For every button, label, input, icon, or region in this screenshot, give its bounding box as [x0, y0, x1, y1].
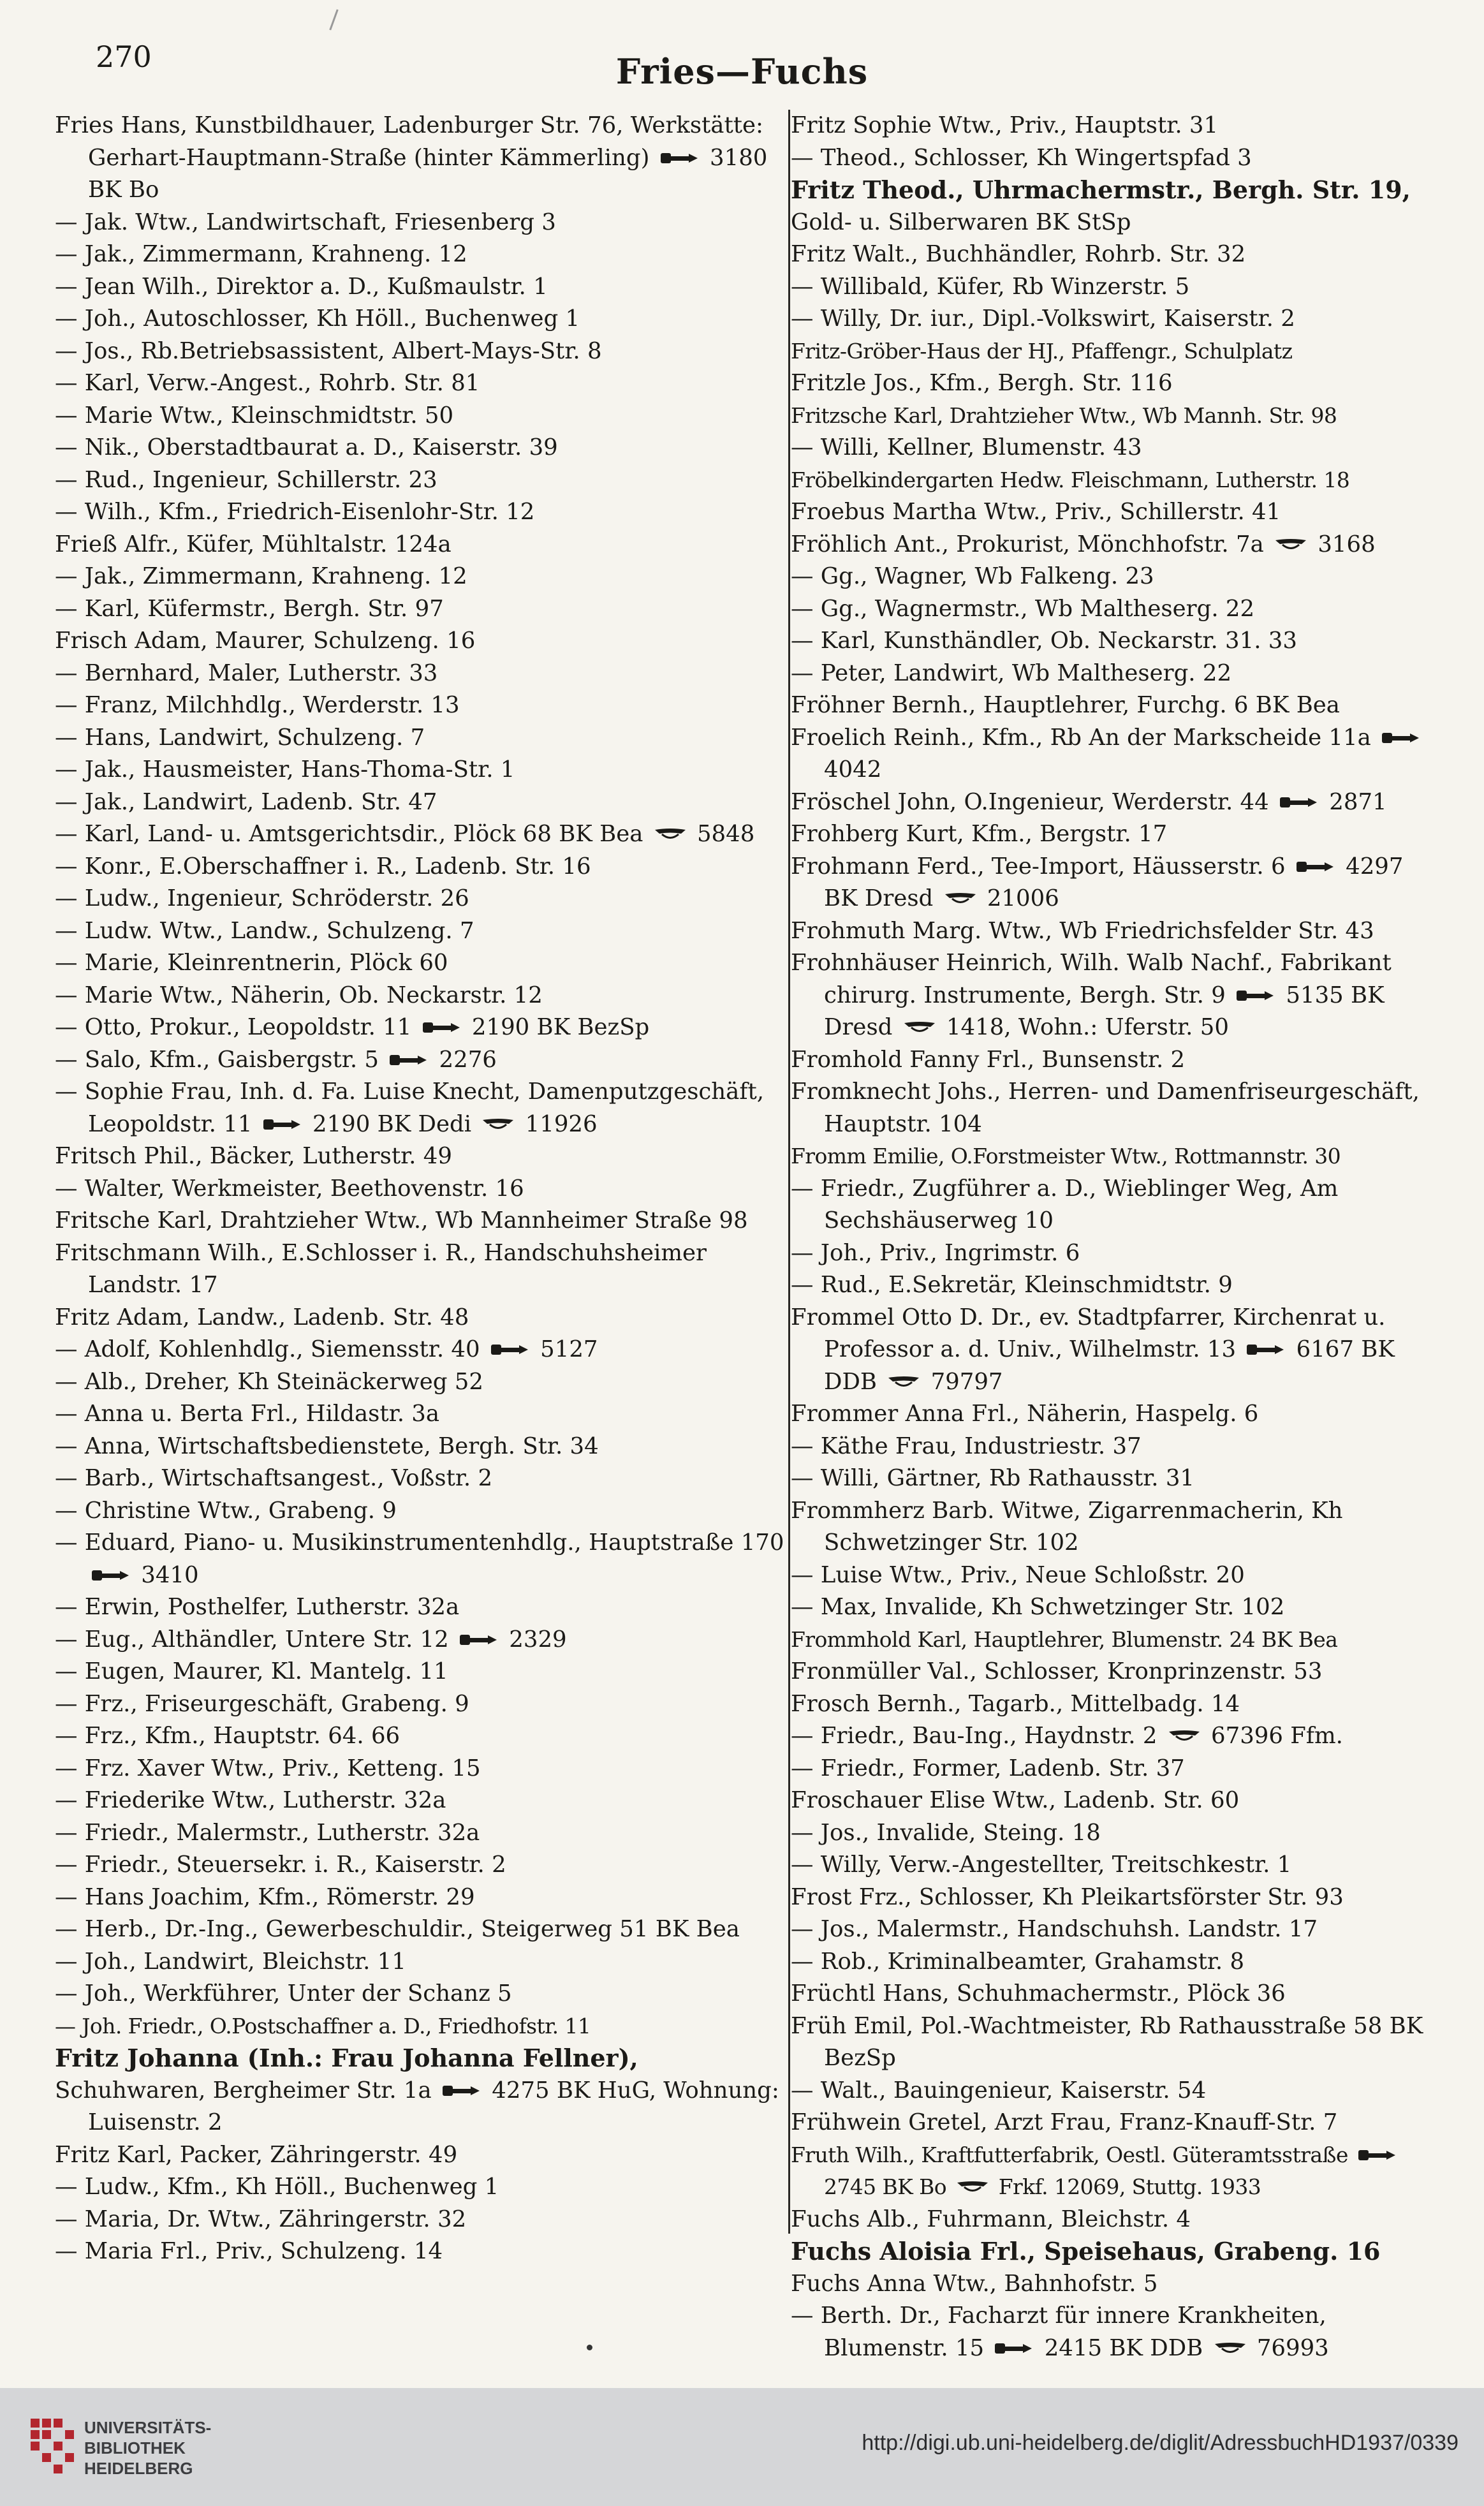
entry-text: — Joh., Autoschlosser, Kh Höll., Buchenweg 1	[55, 306, 580, 332]
entry-text: — Christine Wtw., Grabeng. 9	[55, 1497, 397, 1524]
directory-entry	[55, 303, 788, 335]
entry-text: 2276	[432, 1046, 497, 1073]
telegraph-horn-icon	[1167, 1728, 1201, 1744]
entry-text: — Rud., Ingenieur, Schillerstr. 23	[55, 466, 437, 493]
directory-entry	[791, 1173, 1435, 1237]
entry-text: 4042	[824, 756, 882, 783]
entry-text: — Joh., Landwirt, Bleichstr. 11	[55, 1948, 406, 1975]
telegraph-horn-icon	[943, 890, 978, 907]
directory-entry	[55, 1946, 788, 1979]
directory-entry	[55, 432, 788, 464]
entry-text: Schuhwaren, Bergheimer Str. 1a	[55, 2077, 439, 2104]
directory-entry	[55, 1913, 788, 1946]
directory-entry	[55, 1012, 788, 1044]
directory-entry	[55, 2010, 788, 2043]
directory-entry	[55, 1205, 788, 1237]
directory-entry	[55, 1044, 788, 1077]
entry-text: Frommhold Karl, Hauptlehrer, Blumenstr. 24 BK Bea	[791, 1626, 1338, 1652]
directory-entry	[791, 142, 1435, 175]
directory-entry	[55, 1688, 788, 1721]
directory-entry	[55, 1849, 788, 1882]
entry-text: — Friedr., Zugführer a. D., Wieblinger Weg, Am Sechshäuserweg 10	[791, 1175, 1339, 1234]
directory-entry	[791, 1753, 1435, 1785]
entry-text: — Hans, Landwirt, Schulzeng. 7	[55, 724, 425, 751]
telephone-handset-icon	[388, 1052, 429, 1068]
telephone-handset-icon	[91, 1567, 131, 1584]
directory-entry	[55, 2236, 788, 2268]
directory-entry	[55, 110, 788, 207]
entry-text: Fritzle Jos., Kfm., Bergh. Str. 116	[791, 370, 1173, 396]
entry-text: — Karl, Kunsthändler, Ob. Neckarstr. 31. 33	[791, 628, 1297, 654]
entry-text: — Friedr., Steuersekr. i. R., Kaiserstr. 2	[55, 1852, 506, 1878]
entry-text: Fries Hans, Kunstbildhauer, Ladenburger Str. 76, Werkstätte: Gerhart-Hauptmann-Straße (hinter Kämmerling)	[55, 112, 763, 171]
entry-text: Fromm Emilie, O.Forstmeister Wtw., Rottmannstr. 30	[791, 1144, 1341, 1168]
entry-text: — Jos., Malermstr., Handschuhsh. Landstr. 17	[791, 1916, 1318, 1942]
directory-entry	[791, 1140, 1435, 1173]
telephone-handset-icon	[1245, 1341, 1286, 1358]
entry-text: Fröbelkindergarten Hedw. Fleischmann, Lutherstr. 18	[791, 467, 1350, 492]
directory-entry	[791, 303, 1435, 335]
entry-text: 2415 BK DDB	[1037, 2334, 1210, 2361]
directory-entry	[55, 1591, 788, 1624]
entry-text: Frühwein Gretel, Arzt Frau, Franz-Knauff-Str. 7	[791, 2109, 1338, 2135]
entry-text: — Friedr., Malermstr., Lutherstr. 32a	[55, 1819, 480, 1846]
directory-entry	[55, 1753, 788, 1785]
directory-entry	[791, 2139, 1435, 2204]
entry-text: Froschauer Elise Wtw., Ladenb. Str. 60	[791, 1787, 1240, 1813]
directory-entry	[55, 2075, 788, 2139]
telephone-handset-icon	[441, 2082, 482, 2099]
entry-text: Fröhlich Ant., Prokurist, Mönchhofstr. 7a	[791, 531, 1272, 557]
entry-text: — Willi, Kellner, Blumenstr. 43	[791, 434, 1142, 461]
entry-text: 11926	[518, 1110, 598, 1137]
entry-text: — Eduard, Piano- u. Musikinstrumentenhdlg., Hauptstraße 170	[55, 1529, 784, 1556]
entry-text: — Eug., Althändler, Untere Str. 12	[55, 1626, 457, 1653]
entry-text: — Jean Wilh., Direktor a. D., Kußmaulstr. 1	[55, 273, 548, 300]
directory-entry	[791, 1269, 1435, 1302]
entry-text: Fritz Adam, Landw., Ladenb. Str. 48	[55, 1304, 469, 1330]
directory-entry	[791, 561, 1435, 593]
entry-text: — Gg., Wagner, Wb Falkeng. 23	[791, 563, 1154, 589]
entry-text: — Anna u. Berta Frl., Hildastr. 3a	[55, 1401, 440, 1427]
entry-text: Fromknecht Johs., Herren- und Damenfriseurgeschäft, Hauptstr. 104	[791, 1079, 1420, 1137]
directory-entry	[55, 496, 788, 529]
directory-entry	[55, 1173, 788, 1205]
directory-entry	[55, 1527, 788, 1591]
directory-entry	[791, 1785, 1435, 1817]
directory-entry	[791, 1720, 1435, 1753]
entry-text: 76993	[1249, 2334, 1329, 2361]
entry-text: 2745 BK Bo	[824, 2174, 953, 2199]
directory-entry	[791, 1431, 1435, 1463]
telephone-handset-icon	[1295, 859, 1336, 875]
entry-text: — Eugen, Maurer, Kl. Mantelg. 11	[55, 1658, 448, 1684]
entry-text: — Jak., Zimmermann, Krahneng. 12	[55, 563, 467, 589]
column-divider	[788, 110, 790, 2234]
entry-text: — Otto, Prokur., Leopoldstr. 11	[55, 1014, 419, 1040]
entry-text: — Jak., Hausmeister, Hans-Thoma-Str. 1	[55, 756, 515, 783]
entry-text: — Konr., E.Oberschaffner i. R., Ladenb. Str. 16	[55, 853, 591, 880]
entry-text: Fröhner Bernh., Hauptlehrer, Furchg. 6 BK Bea	[791, 692, 1340, 718]
directory-entry	[55, 593, 788, 626]
directory-entry	[791, 1302, 1435, 1399]
entry-text: — Willy, Verw.-Angestellter, Treitschkestr. 1	[791, 1852, 1292, 1878]
directory-entry	[55, 1495, 788, 1528]
entry-text: — Karl, Verw.-Angest., Rohrb. Str. 81	[55, 370, 480, 396]
directory-entry	[791, 722, 1435, 786]
entry-text: — Salo, Kfm., Gaisbergstr. 5	[55, 1046, 386, 1073]
entry-text: — Marie, Kleinrentnerin, Plöck 60	[55, 950, 448, 976]
entry-text: Fritz Johanna (Inh.: Frau Johanna Fellner),	[55, 2044, 638, 2072]
entry-text: — Jos., Rb.Betriebsassistent, Albert-Mays-Str. 8	[55, 337, 602, 364]
entry-text: Fronmüller Val., Schlosser, Kronprinzenstr. 53	[791, 1658, 1323, 1684]
directory-entry	[55, 1720, 788, 1753]
running-head: Fries—Fuchs	[615, 51, 869, 92]
entry-text: 3410	[134, 1561, 199, 1588]
directory-entry	[55, 786, 788, 819]
entry-text: 6167 BK DDB	[824, 1336, 1395, 1395]
entry-text: — Erwin, Posthelfer, Lutherstr. 32a	[55, 1594, 460, 1620]
directory-entry	[791, 625, 1435, 658]
directory-entry	[791, 496, 1435, 529]
entry-text: — Theod., Schlosser, Kh Wingertspfad 3	[791, 144, 1252, 171]
entry-text: — Joh. Friedr., O.Postschaffner a. D., Friedhofstr. 11	[55, 2013, 591, 2038]
directory-entry	[791, 2075, 1435, 2107]
entry-text: — Jak. Wtw., Landwirtschaft, Friesenberg 3	[55, 209, 556, 235]
directory-entry	[791, 1044, 1435, 1077]
directory-entry	[55, 1302, 788, 1334]
entry-text: Fritz Karl, Packer, Zähringerstr. 49	[55, 2141, 458, 2168]
directory-entry	[55, 947, 788, 980]
directory-entry	[55, 271, 788, 304]
entry-text: Fromhold Fanny Frl., Bunsenstr. 2	[791, 1046, 1186, 1073]
directory-entry	[791, 335, 1435, 368]
directory-entry	[55, 883, 788, 915]
entry-text: — Luise Wtw., Priv., Neue Schloßstr. 20	[791, 1561, 1245, 1588]
entry-text: — Ludw., Ingenieur, Schröderstr. 26	[55, 885, 469, 911]
entry-text: Fuchs Anna Wtw., Bahnhofstr. 5	[791, 2270, 1158, 2297]
entry-text: Frohmuth Marg. Wtw., Wb Friedrichsfelder Str. 43	[791, 917, 1374, 944]
directory-entry	[791, 947, 1435, 1044]
directory-entry	[55, 239, 788, 271]
directory-entry	[791, 2010, 1435, 2075]
entry-text: — Ludw. Wtw., Landw., Schulzeng. 7	[55, 917, 474, 944]
directory-entry	[55, 818, 788, 851]
telegraph-horn-icon	[886, 1374, 921, 1390]
directory-entry	[791, 271, 1435, 304]
directory-entry	[791, 689, 1435, 722]
directory-entry	[791, 1076, 1435, 1140]
entry-text: — Joh., Priv., Ingrimstr. 6	[791, 1239, 1080, 1266]
entry-text: — Max, Invalide, Kh Schwetzinger Str. 102	[791, 1594, 1285, 1620]
entry-text: 21006	[980, 885, 1059, 911]
entry-text: 1418, Wohn.: Uferstr. 50	[939, 1014, 1229, 1040]
entry-text: — Nik., Oberstadtbaurat a. D., Kaiserstr. 39	[55, 434, 558, 461]
scan-dot	[587, 2345, 592, 2350]
entry-text: Froebus Martha Wtw., Priv., Schillerstr. 41	[791, 499, 1281, 525]
entry-text: Früchtl Hans, Schuhmachermstr., Plöck 36	[791, 1980, 1286, 2007]
entry-text: 4297 BK Dresd	[824, 853, 1404, 911]
telegraph-horn-icon	[481, 1116, 515, 1133]
entry-text: Frommel Otto D. Dr., ev. Stadtpfarrer, Kirchenrat u. Professor a. d. Univ., Wilhelmstr. 13	[791, 1304, 1386, 1362]
directory-entry	[55, 754, 788, 786]
directory-entry	[791, 2107, 1435, 2139]
entry-text: — Karl, Land- u. Amtsgerichtsdir., Plöck 68 BK Bea	[55, 821, 650, 847]
directory-entry	[55, 1463, 788, 1495]
entry-text: — Jak., Landwirt, Ladenb. Str. 47	[55, 788, 437, 815]
entry-text: Fuchs Aloisia Frl., Speisehaus, Grabeng. 16	[791, 2237, 1381, 2266]
directory-entry	[55, 851, 788, 883]
entry-text: Frkf. 12069, Stuttg. 1933	[992, 2174, 1261, 2199]
entry-text: — Marie Wtw., Kleinschmidtstr. 50	[55, 402, 454, 429]
entry-text: — Herb., Dr.-Ing., Gewerbeschuldir., Steigerweg 51 BK Bea	[55, 1916, 740, 1942]
entry-text: 5135 BK Dresd	[824, 982, 1385, 1040]
entry-text: — Friedr., Bau-Ing., Haydnstr. 2	[791, 1723, 1164, 1749]
directory-entry	[55, 2204, 788, 2236]
directory-entry	[791, 1559, 1435, 1592]
telephone-handset-icon	[1235, 987, 1276, 1004]
directory-entry	[791, 1591, 1435, 1624]
entry-text: Fritschmann Wilh., E.Schlosser i. R., Handschuhsheimer Landstr. 17	[55, 1239, 707, 1298]
entry-text: — Berth. Dr., Facharzt für innere Krankheiten, Blumenstr. 15	[791, 2303, 1326, 2361]
entry-text: — Willy, Dr. iur., Dipl.-Volkswirt, Kaiserstr. 2	[791, 306, 1295, 332]
entry-text: 2871	[1322, 788, 1387, 815]
entry-text: — Hans Joachim, Kfm., Römerstr. 29	[55, 1883, 475, 1910]
telephone-handset-icon	[1381, 730, 1422, 746]
directory-entry	[55, 1076, 788, 1140]
entry-text: — Friedr., Former, Ladenb. Str. 37	[791, 1755, 1185, 1781]
entry-text: 2329	[502, 1626, 567, 1653]
directory-entry	[791, 110, 1435, 142]
entry-text: — Adolf, Kohlenhdlg., Siemensstr. 40	[55, 1336, 487, 1362]
entry-text: Fritz Walt., Buchhändler, Rohrb. Str. 32	[791, 241, 1246, 267]
directory-entry	[55, 1882, 788, 1914]
directory-entry	[55, 367, 788, 400]
directory-entry	[55, 658, 788, 690]
entry-text: 5127	[533, 1336, 598, 1362]
entry-text: — Anna, Wirtschaftsbedienstete, Bergh. Str. 34	[55, 1433, 599, 1459]
entry-text: — Jak., Zimmermann, Krahneng. 12	[55, 241, 467, 267]
directory-entry	[55, 464, 788, 497]
directory-entry	[791, 658, 1435, 690]
entry-text: — Bernhard, Maler, Lutherstr. 33	[55, 660, 438, 686]
telephone-handset-icon	[262, 1116, 303, 1133]
telephone-handset-icon	[459, 1632, 499, 1648]
telegraph-horn-icon	[902, 1019, 937, 1036]
directory-entry	[791, 818, 1435, 851]
entry-text: — Rob., Kriminalbeamter, Grahamstr. 8	[791, 1948, 1245, 1975]
directory-entry	[791, 400, 1435, 432]
telephone-handset-icon	[1279, 794, 1319, 811]
directory-entry	[55, 1398, 788, 1431]
directory-entry	[55, 1237, 788, 1302]
entry-text: 3168	[1311, 531, 1376, 557]
directory-entry	[791, 2268, 1435, 2301]
entry-text: Gold- u. Silberwaren BK StSp	[791, 209, 1131, 235]
entry-text: Fuchs Alb., Fuhrmann, Bleichstr. 4	[791, 2206, 1191, 2232]
scan-mark	[329, 10, 338, 31]
directory-entry	[55, 529, 788, 561]
entry-text: — Peter, Landwirt, Wb Maltheserg. 22	[791, 660, 1232, 686]
entry-text: — Barb., Wirtschaftsangest., Voßstr. 2	[55, 1465, 493, 1491]
entry-text: Froelich Reinh., Kfm., Rb An der Markscheide 11a	[791, 724, 1379, 751]
right-column	[791, 110, 1435, 2364]
library-logo-text	[84, 2417, 211, 2479]
directory-entry	[791, 1978, 1435, 2010]
directory-entry	[791, 786, 1435, 819]
entry-text: — Franz, Milchhdlg., Werderstr. 13	[55, 692, 460, 718]
entry-text: Fröschel John, O.Ingenieur, Werderstr. 44	[791, 788, 1276, 815]
logo-text-line: HEIDELBERG	[84, 2459, 193, 2478]
entry-text: — Wilh., Kfm., Friedrich-Eisenlohr-Str. 12	[55, 499, 535, 525]
directory-entry	[791, 1849, 1435, 1882]
directory-entry	[791, 915, 1435, 948]
directory-entry	[55, 207, 788, 239]
logo-text-line: UNIVERSITÄTS-	[84, 2418, 212, 2437]
telegraph-horn-icon	[1274, 536, 1308, 553]
directory-entry	[791, 464, 1435, 497]
directory-entry	[55, 915, 788, 948]
telephone-handset-icon	[490, 1341, 531, 1358]
entry-text: Frohnhäuser Heinrich, Wilh. Walb Nachf., Fabrikant chirurg. Instrumente, Bergh. Str. 9	[791, 950, 1392, 1008]
entry-text: — Joh., Werkführer, Unter der Schanz 5	[55, 1980, 512, 2007]
directory-entry	[791, 1495, 1435, 1559]
directory-entry	[791, 1463, 1435, 1495]
telephone-handset-icon	[994, 2340, 1034, 2357]
entry-text: — Frz., Friseurgeschäft, Grabeng. 9	[55, 1690, 469, 1717]
directory-entry	[791, 851, 1435, 915]
entry-text: — Käthe Frau, Industriestr. 37	[791, 1433, 1142, 1459]
entry-text: — Friederike Wtw., Lutherstr. 32a	[55, 1787, 446, 1813]
directory-entry	[55, 335, 788, 368]
entry-text: — Frz., Kfm., Hauptstr. 64. 66	[55, 1723, 400, 1749]
telephone-handset-icon	[1357, 2147, 1398, 2163]
entry-text: Frohberg Kurt, Kfm., Bergstr. 17	[791, 821, 1168, 847]
directory-entry	[55, 400, 788, 432]
entry-text: Frisch Adam, Maurer, Schulzeng. 16	[55, 628, 476, 654]
directory-entry	[55, 1656, 788, 1688]
entry-text: — Karl, Küfermstr., Bergh. Str. 97	[55, 595, 444, 622]
entry-text: — Walt., Bauingenieur, Kaiserstr. 54	[791, 2077, 1207, 2104]
entry-text: Frommer Anna Frl., Näherin, Haspelg. 6	[791, 1401, 1259, 1427]
directory-entry	[55, 1624, 788, 1656]
telegraph-horn-icon	[955, 2179, 990, 2195]
directory-entry	[791, 529, 1435, 561]
entry-text: Frieß Alfr., Küfer, Mühltalstr. 124a	[55, 531, 452, 557]
directory-entry	[791, 1688, 1435, 1721]
directory-entry	[55, 1817, 788, 1850]
entry-text: — Rud., E.Sekretär, Kleinschmidtstr. 9	[791, 1272, 1233, 1298]
directory-entry	[55, 722, 788, 755]
directory-entry	[55, 2139, 788, 2172]
directory-entry	[791, 2236, 1435, 2268]
telephone-handset-icon	[659, 150, 700, 166]
source-url-link[interactable]: http://digi.ub.uni-heidelberg.de/diglit/AdressbuchHD1937/0339	[862, 2431, 1458, 2455]
entry-text: Fritz Theod., Uhrmachermstr., Bergh. Str. 19,	[791, 175, 1411, 204]
entry-text: — Willibald, Küfer, Rb Winzerstr. 5	[791, 273, 1190, 300]
entry-text: 5848	[689, 821, 755, 847]
directory-entry	[791, 1398, 1435, 1431]
entry-text: — Gg., Wagnermstr., Wb Maltheserg. 22	[791, 595, 1255, 622]
entry-text: Fruth Wilh., Kraftfutterfabrik, Oestl. Güteramtsstraße	[791, 2142, 1355, 2167]
entry-text: — Maria Frl., Priv., Schulzeng. 14	[55, 2238, 443, 2264]
telegraph-horn-icon	[653, 826, 687, 843]
directory-entry	[55, 2171, 788, 2204]
entry-text: 67396 Ffm.	[1203, 1723, 1343, 1749]
entry-text: 3180 BK Bo	[88, 144, 768, 203]
entry-text: — Marie Wtw., Näherin, Ob. Neckarstr. 12	[55, 982, 543, 1008]
directory-entry	[791, 2300, 1435, 2364]
directory-entry	[791, 1817, 1435, 1850]
directory-entry	[791, 174, 1435, 207]
entry-text: — Willi, Gärtner, Rb Rathausstr. 31	[791, 1465, 1195, 1491]
entry-text: Frosch Bernh., Tagarb., Mittelbadg. 14	[791, 1690, 1240, 1717]
entry-text: — Maria, Dr. Wtw., Zähringerstr. 32	[55, 2206, 467, 2232]
telegraph-horn-icon	[1213, 2340, 1247, 2357]
entry-text: Fritz-Gröber-Haus der HJ., Pfaffengr., Schulplatz	[791, 338, 1293, 364]
entry-text: 2190 BK BezSp	[464, 1014, 650, 1040]
entry-text: Fritsche Karl, Drahtzieher Wtw., Wb Mannheimer Straße 98	[55, 1207, 748, 1234]
entry-text: Frost Frz., Schlosser, Kh Pleikartsförster Str. 93	[791, 1883, 1344, 1910]
page-number: 270	[96, 40, 152, 74]
entry-text: — Walter, Werkmeister, Beethovenstr. 16	[55, 1175, 524, 1202]
directory-entry	[55, 625, 788, 658]
directory-entry	[791, 367, 1435, 400]
entry-text: — Alb., Dreher, Kh Steinäckerweg 52	[55, 1368, 483, 1395]
directory-entry	[55, 1140, 788, 1173]
entry-text: 79797	[923, 1368, 1003, 1395]
directory-entry	[791, 1237, 1435, 1270]
directory-entry	[55, 689, 788, 722]
entry-text: — Jos., Invalide, Steing. 18	[791, 1819, 1101, 1846]
directory-entry	[791, 1946, 1435, 1979]
directory-entry	[55, 1785, 788, 1817]
entry-text: Frommherz Barb. Witwe, Zigarrenmacherin, Kh Schwetzinger Str. 102	[791, 1497, 1343, 1556]
entry-text: — Frz. Xaver Wtw., Priv., Ketteng. 15	[55, 1755, 481, 1781]
left-column	[55, 110, 788, 2268]
directory-entry	[55, 1431, 788, 1463]
entry-text: Fritsch Phil., Bäcker, Lutherstr. 49	[55, 1143, 452, 1169]
entry-text: Frohmann Ferd., Tee-Import, Häusserstr. 6	[791, 853, 1293, 880]
directory-entry	[791, 2204, 1435, 2236]
entry-text: Fritz Sophie Wtw., Priv., Hauptstr. 31	[791, 112, 1219, 138]
directory-entry	[791, 1656, 1435, 1688]
telephone-handset-icon	[422, 1019, 462, 1036]
directory-entry	[55, 1366, 788, 1399]
directory-entry	[791, 1913, 1435, 1946]
entry-text: — Ludw., Kfm., Kh Höll., Buchenweg 1	[55, 2174, 499, 2200]
entry-text: — Sophie Frau, Inh. d. Fa. Luise Knecht, Damenputzgeschäft, Leopoldstr. 11	[55, 1079, 765, 1137]
directory-entry	[791, 432, 1435, 464]
directory-entry	[791, 207, 1435, 239]
directory-entry	[55, 1978, 788, 2010]
entry-text: 2190 BK Dedi	[305, 1110, 479, 1137]
entry-text: 4275 BK HuG, Wohnung: Luisenstr. 2	[88, 2077, 779, 2135]
directory-entry	[791, 239, 1435, 271]
directory-entry	[55, 980, 788, 1012]
directory-entry	[55, 1334, 788, 1366]
directory-entry	[791, 593, 1435, 626]
directory-entry	[55, 561, 788, 593]
entry-text: Früh Emil, Pol.-Wachtmeister, Rb Rathausstraße 58 BK BezSp	[791, 2012, 1423, 2071]
directory-entry	[791, 1624, 1435, 1656]
logo-text-line: BIBLIOTHEK	[84, 2438, 186, 2458]
directory-entry	[791, 1882, 1435, 1914]
directory-entry	[55, 2042, 788, 2075]
entry-text: Fritzsche Karl, Drahtzieher Wtw., Wb Mannh. Str. 98	[791, 402, 1337, 428]
